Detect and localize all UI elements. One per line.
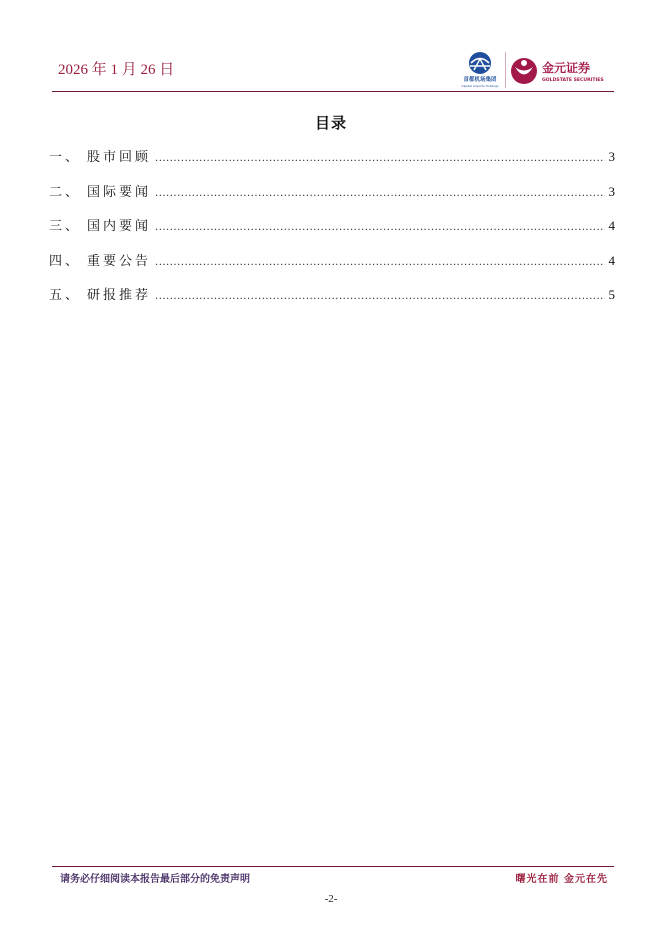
report-date: 2026 年 1 月 26 日 — [58, 62, 175, 78]
disclaimer-notice: 请务必仔细阅读本报告最后部分的免责声明 — [60, 874, 250, 885]
capital-logo-en: Capital Airports Holdings — [461, 84, 499, 88]
header-divider — [52, 91, 614, 92]
table-of-contents — [49, 146, 615, 319]
toc-item-page: 4 — [608, 252, 615, 268]
toc-item-label: 国内要闻 — [87, 219, 152, 234]
goldstate-logo-en: GOLDSTATE SECURITIES — [542, 78, 604, 83]
logo-divider — [505, 52, 506, 88]
toc-leader-dots — [155, 291, 604, 302]
toc-item-number: 一、 — [49, 150, 82, 165]
toc-leader-dots — [155, 153, 604, 164]
toc-item-number: 三、 — [49, 219, 82, 234]
toc-item-label: 国际要闻 — [87, 184, 152, 200]
toc-leader-dots — [155, 188, 604, 199]
toc-item[interactable] — [49, 250, 615, 285]
toc-item-page: 3 — [608, 149, 615, 164]
capital-airports-logo — [458, 50, 502, 90]
toc-item[interactable] — [49, 146, 615, 181]
toc-item-number: 四、 — [49, 253, 82, 269]
toc-item[interactable] — [49, 284, 615, 319]
footer-divider — [52, 866, 614, 867]
toc-item-label: 股市回顾 — [87, 150, 152, 165]
toc-item-number: 二、 — [49, 184, 82, 200]
toc-item[interactable] — [49, 215, 615, 250]
goldstate-logo-cn: 金元证券 — [542, 61, 591, 75]
footer-slogan: 曙光在前 金元在先 — [515, 874, 608, 885]
header-logos — [458, 50, 618, 92]
toc-item-page: 5 — [608, 287, 615, 302]
toc-title: 目录 — [314, 114, 347, 132]
toc-item-page: 4 — [608, 218, 615, 233]
capital-logo-cn: 首都机场集团 — [463, 77, 497, 83]
page-number: -2- — [324, 893, 338, 905]
toc-item[interactable] — [49, 181, 615, 216]
toc-item-page: 3 — [608, 183, 615, 199]
toc-item-label: 重要公告 — [87, 253, 152, 269]
toc-item-label: 研报推荐 — [87, 288, 152, 303]
goldstate-logo — [508, 54, 618, 90]
toc-item-number: 五、 — [49, 288, 82, 303]
toc-leader-dots — [155, 222, 604, 233]
toc-leader-dots — [155, 257, 604, 268]
